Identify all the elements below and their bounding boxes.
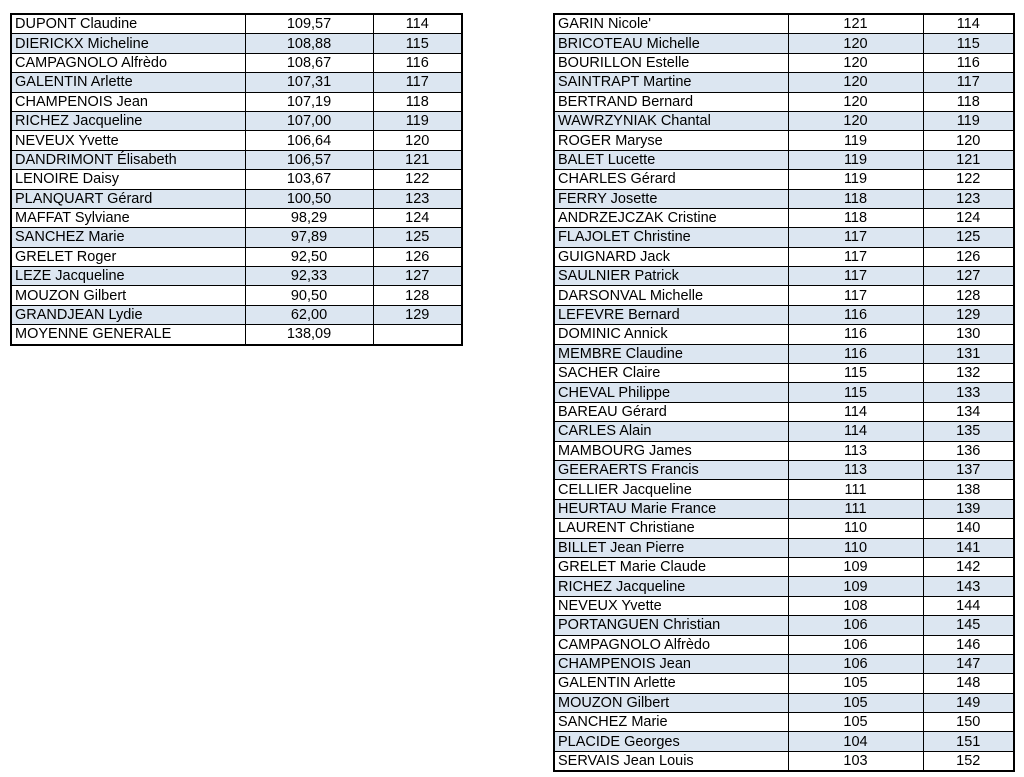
table-row [554,131,1014,150]
rank-cell: 146 [923,635,1014,654]
table-row [11,53,462,72]
name-cell: SAINTRAPT Martine [554,73,788,92]
score-cell: 107,00 [245,111,373,130]
rank-cell: 118 [373,92,462,111]
score-cell: 118 [788,189,923,208]
right-results-table [553,13,1015,772]
name-cell: MAMBOURG James [554,441,788,460]
table-row [554,364,1014,383]
score-cell: 105 [788,674,923,693]
table-row [554,267,1014,286]
score-cell: 104 [788,732,923,751]
name-cell: LEZE Jacqueline [11,267,245,286]
name-cell: BAREAU Gérard [554,402,788,421]
name-cell: GUIGNARD Jack [554,247,788,266]
rank-cell: 138 [923,480,1014,499]
rank-cell: 126 [923,247,1014,266]
table-row [11,131,462,150]
name-cell: FERRY Josette [554,189,788,208]
name-cell: BALET Lucette [554,150,788,169]
table-row [11,14,462,34]
rank-cell: 133 [923,383,1014,402]
table-row [554,402,1014,421]
rank-cell [373,325,462,345]
score-cell: 107,19 [245,92,373,111]
score-cell: 92,50 [245,247,373,266]
name-cell: CARLES Alain [554,422,788,441]
rank-cell: 127 [373,267,462,286]
score-cell: 117 [788,267,923,286]
score-cell: 109,57 [245,14,373,34]
name-cell: WAWRZYNIAK Chantal [554,111,788,130]
table-row [11,73,462,92]
name-cell: GRELET Roger [11,247,245,266]
table-row [554,325,1014,344]
table-row [554,577,1014,596]
table-row [554,92,1014,111]
name-cell: LENOIRE Daisy [11,170,245,189]
rank-cell: 120 [923,131,1014,150]
rank-cell: 114 [373,14,462,34]
table-row [554,383,1014,402]
rank-cell: 150 [923,713,1014,732]
rank-cell: 136 [923,441,1014,460]
table-row [554,228,1014,247]
name-cell: CHAMPENOIS Jean [554,654,788,673]
table-row [554,635,1014,654]
rank-cell: 134 [923,402,1014,421]
table-row [554,693,1014,712]
score-cell: 106 [788,616,923,635]
score-cell: 120 [788,73,923,92]
name-cell: LAURENT Christiane [554,519,788,538]
table-row [554,732,1014,751]
table-row [554,713,1014,732]
table-row [554,596,1014,615]
score-cell: 117 [788,286,923,305]
score-cell: 106,64 [245,131,373,150]
table-row [11,208,462,227]
table-row [554,286,1014,305]
rank-cell: 123 [373,189,462,208]
score-cell: 119 [788,131,923,150]
score-cell: 120 [788,92,923,111]
score-cell: 114 [788,402,923,421]
rank-cell: 147 [923,654,1014,673]
table-row [554,519,1014,538]
score-cell: 109 [788,557,923,576]
name-cell: BERTRAND Bernard [554,92,788,111]
table-row [554,557,1014,576]
table-row [554,654,1014,673]
score-cell: 115 [788,383,923,402]
name-cell: SERVAIS Jean Louis [554,751,788,771]
table-row [554,422,1014,441]
table-row [11,170,462,189]
name-cell: CELLIER Jacqueline [554,480,788,499]
score-cell: 106 [788,654,923,673]
table-row [554,751,1014,771]
name-cell: BRICOTEAU Michelle [554,34,788,53]
rank-cell: 128 [923,286,1014,305]
rank-cell: 124 [923,208,1014,227]
table-row [554,480,1014,499]
score-cell: 97,89 [245,228,373,247]
name-cell: GRANDJEAN Lydie [11,305,245,324]
rank-cell: 119 [923,111,1014,130]
table-row [554,441,1014,460]
rank-cell: 152 [923,751,1014,771]
rank-cell: 129 [373,305,462,324]
rank-cell: 121 [373,150,462,169]
score-cell: 106,57 [245,150,373,169]
score-cell: 120 [788,53,923,72]
table-row [554,111,1014,130]
table-row [554,34,1014,53]
name-cell: BILLET Jean Pierre [554,538,788,557]
score-cell: 111 [788,480,923,499]
score-cell: 106 [788,635,923,654]
name-cell: DOMINIC Annick [554,325,788,344]
score-cell: 116 [788,325,923,344]
table-row [554,73,1014,92]
name-cell: BOURILLON Estelle [554,53,788,72]
rank-cell: 130 [923,325,1014,344]
score-cell: 120 [788,34,923,53]
name-cell: DIERICKX Micheline [11,34,245,53]
table-row [11,247,462,266]
rank-cell: 144 [923,596,1014,615]
name-cell: MOYENNE GENERALE [11,325,245,345]
table-row [554,247,1014,266]
table-row [11,111,462,130]
name-cell: LEFEVRE Bernard [554,305,788,324]
name-cell: NEVEUX Yvette [554,596,788,615]
score-cell: 92,33 [245,267,373,286]
rank-cell: 143 [923,577,1014,596]
rank-cell: 149 [923,693,1014,712]
rank-cell: 122 [373,170,462,189]
rank-cell: 151 [923,732,1014,751]
table-row [11,34,462,53]
rank-cell: 121 [923,150,1014,169]
table-row [11,325,462,345]
rank-cell: 135 [923,422,1014,441]
score-cell: 113 [788,460,923,479]
table-row [11,92,462,111]
table-row [11,150,462,169]
rank-cell: 114 [923,14,1014,34]
rank-cell: 140 [923,519,1014,538]
rank-cell: 119 [373,111,462,130]
name-cell: MOUZON Gilbert [554,693,788,712]
name-cell: RICHEZ Jacqueline [554,577,788,596]
score-cell: 108,67 [245,53,373,72]
right-table-body [554,14,1014,771]
score-cell: 121 [788,14,923,34]
score-cell: 116 [788,305,923,324]
rank-cell: 115 [373,34,462,53]
name-cell: DANDRIMONT Élisabeth [11,150,245,169]
rank-cell: 132 [923,364,1014,383]
rank-cell: 129 [923,305,1014,324]
score-cell: 110 [788,519,923,538]
score-cell: 100,50 [245,189,373,208]
table-row [11,267,462,286]
name-cell: CAMPAGNOLO Alfrèdo [11,53,245,72]
name-cell: ROGER Maryse [554,131,788,150]
score-cell: 108 [788,596,923,615]
table-row [554,538,1014,557]
rank-cell: 137 [923,460,1014,479]
table-row [554,189,1014,208]
table-row [554,14,1014,34]
rank-cell: 120 [373,131,462,150]
name-cell: CAMPAGNOLO Alfrèdo [554,635,788,654]
score-cell: 111 [788,499,923,518]
score-cell: 118 [788,208,923,227]
table-row [11,305,462,324]
rank-cell: 139 [923,499,1014,518]
name-cell: CHARLES Gérard [554,170,788,189]
rank-cell: 127 [923,267,1014,286]
name-cell: GEERAERTS Francis [554,460,788,479]
score-cell: 90,50 [245,286,373,305]
table-row [554,499,1014,518]
rank-cell: 126 [373,247,462,266]
table-row [554,460,1014,479]
rank-cell: 116 [923,53,1014,72]
score-cell: 103,67 [245,170,373,189]
table-row [554,305,1014,324]
score-cell: 119 [788,170,923,189]
table-row [11,189,462,208]
score-cell: 103 [788,751,923,771]
table-row [554,674,1014,693]
rank-cell: 141 [923,538,1014,557]
name-cell: MAFFAT Sylviane [11,208,245,227]
name-cell: GRELET Marie Claude [554,557,788,576]
score-cell: 116 [788,344,923,363]
table-row [554,616,1014,635]
rank-cell: 125 [373,228,462,247]
score-cell: 109 [788,577,923,596]
name-cell: SANCHEZ Marie [11,228,245,247]
rank-cell: 142 [923,557,1014,576]
name-cell: GALENTIN Arlette [11,73,245,92]
name-cell: SANCHEZ Marie [554,713,788,732]
score-cell: 114 [788,422,923,441]
score-cell: 108,88 [245,34,373,53]
name-cell: PLACIDE Georges [554,732,788,751]
name-cell: NEVEUX Yvette [11,131,245,150]
score-cell: 117 [788,247,923,266]
name-cell: RICHEZ Jacqueline [11,111,245,130]
score-cell: 110 [788,538,923,557]
rank-cell: 145 [923,616,1014,635]
score-cell: 113 [788,441,923,460]
rank-cell: 128 [373,286,462,305]
name-cell: GARIN Nicole' [554,14,788,34]
table-row [554,344,1014,363]
rank-cell: 123 [923,189,1014,208]
rank-cell: 122 [923,170,1014,189]
score-cell: 117 [788,228,923,247]
score-cell: 105 [788,693,923,712]
name-cell: GALENTIN Arlette [554,674,788,693]
table-row [11,286,462,305]
table-row [554,170,1014,189]
name-cell: CHEVAL Philippe [554,383,788,402]
rank-cell: 131 [923,344,1014,363]
score-cell: 98,29 [245,208,373,227]
score-cell: 120 [788,111,923,130]
name-cell: PLANQUART Gérard [11,189,245,208]
name-cell: MOUZON Gilbert [11,286,245,305]
score-cell: 105 [788,713,923,732]
rank-cell: 117 [373,73,462,92]
rank-cell: 118 [923,92,1014,111]
rank-cell: 115 [923,34,1014,53]
rank-cell: 116 [373,53,462,72]
rank-cell: 124 [373,208,462,227]
name-cell: DUPONT Claudine [11,14,245,34]
name-cell: SACHER Claire [554,364,788,383]
name-cell: PORTANGUEN Christian [554,616,788,635]
score-cell: 119 [788,150,923,169]
name-cell: FLAJOLET Christine [554,228,788,247]
table-row [554,208,1014,227]
score-cell: 107,31 [245,73,373,92]
score-cell: 62,00 [245,305,373,324]
name-cell: ANDRZEJCZAK Cristine [554,208,788,227]
rank-cell: 125 [923,228,1014,247]
score-cell: 115 [788,364,923,383]
table-row [554,53,1014,72]
name-cell: CHAMPENOIS Jean [11,92,245,111]
name-cell: HEURTAU Marie France [554,499,788,518]
score-cell: 138,09 [245,325,373,345]
left-table-body [11,14,462,345]
name-cell: SAULNIER Patrick [554,267,788,286]
table-row [554,150,1014,169]
rank-cell: 117 [923,73,1014,92]
rank-cell: 148 [923,674,1014,693]
left-results-table [10,13,463,346]
name-cell: MEMBRE Claudine [554,344,788,363]
table-row [11,228,462,247]
name-cell: DARSONVAL Michelle [554,286,788,305]
